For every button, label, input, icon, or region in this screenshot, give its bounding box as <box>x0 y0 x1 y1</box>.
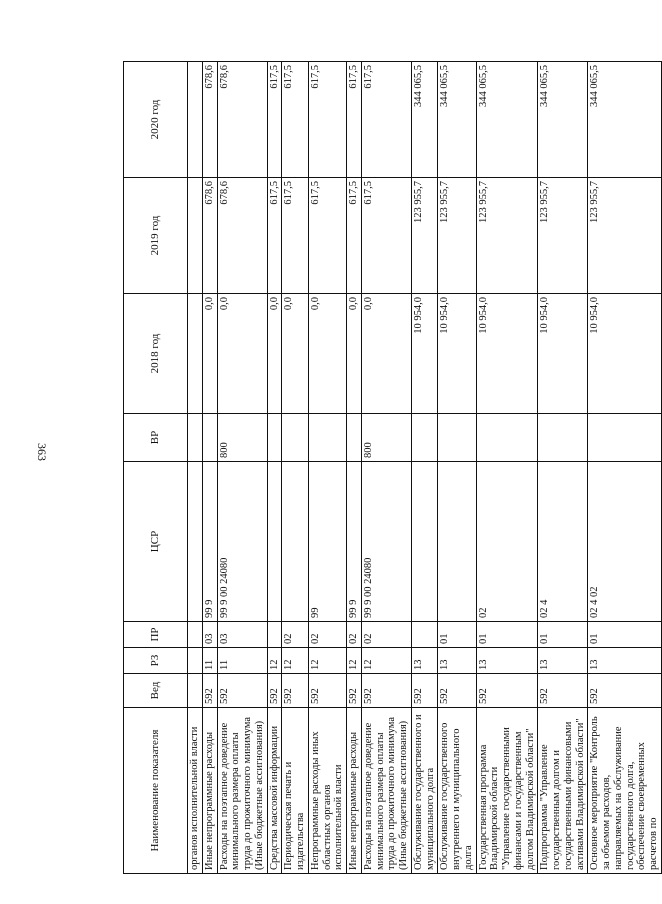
cell-vr <box>347 414 362 462</box>
cell-ved: 592 <box>202 674 217 708</box>
cell-name: органов исполнительной власти <box>188 708 203 874</box>
cell-y2020: 344 065,5 <box>538 62 588 178</box>
cell-rz: 13 <box>476 648 538 674</box>
cell-pr: 01 <box>438 622 476 648</box>
table-row <box>188 62 203 874</box>
cell-ved <box>188 674 203 708</box>
cell-y2019: 678,6 <box>217 178 267 294</box>
cell-pr: 01 <box>476 622 538 648</box>
header-vr: ВР <box>124 414 188 462</box>
cell-name: Расходы на поэтапное доведение минимального размера оплаты труда до прожиточного минимума (Иные бюджетные ассигнования) <box>217 708 267 874</box>
table-row <box>308 62 346 874</box>
cell-y2020: 344 065,5 <box>411 62 438 178</box>
cell-rz: 13 <box>588 648 662 674</box>
cell-pr <box>267 622 282 648</box>
cell-vr <box>588 414 662 462</box>
cell-y2019: 617,5 <box>282 178 309 294</box>
cell-rz: 11 <box>217 648 267 674</box>
cell-csr <box>188 462 203 622</box>
cell-ved: 592 <box>438 674 476 708</box>
cell-name: Подпрограмма "Управление государственным долгом и государственными финансовыми активами Владимирской области" <box>538 708 588 874</box>
table-row <box>538 62 588 874</box>
cell-y2018: 10 954,0 <box>438 294 476 414</box>
cell-y2018: 0,0 <box>308 294 346 414</box>
cell-pr: 02 <box>361 622 411 648</box>
cell-ved: 592 <box>217 674 267 708</box>
cell-y2020: 617,5 <box>308 62 346 178</box>
cell-name: Основное мероприятие "Контроль за объемом расходов, направляемых на обслуживание государственного долга, обеспечение своевременных расчетов по <box>588 708 662 874</box>
cell-y2020: 617,5 <box>282 62 309 178</box>
cell-rz: 12 <box>308 648 346 674</box>
cell-rz: 13 <box>411 648 438 674</box>
cell-y2020: 617,5 <box>267 62 282 178</box>
cell-y2019: 617,5 <box>347 178 362 294</box>
header-2018: 2018 год <box>124 294 188 414</box>
cell-name: Расходы на поэтапное доведение минимального размера оплаты труда до прожиточного минимума (Иные бюджетные ассигнования) <box>361 708 411 874</box>
header-2020: 2020 год <box>124 62 188 178</box>
cell-y2020: 617,5 <box>361 62 411 178</box>
cell-name: Средства массовой информации <box>267 708 282 874</box>
table-row <box>588 62 662 874</box>
cell-csr: 02 4 02 <box>588 462 662 622</box>
cell-vr: 800 <box>361 414 411 462</box>
cell-name: Иные непрограммные расходы <box>202 708 217 874</box>
cell-vr <box>308 414 346 462</box>
cell-pr <box>411 622 438 648</box>
header-pr: ПР <box>124 622 188 648</box>
cell-csr <box>438 462 476 622</box>
cell-csr: 99 9 00 24080 <box>361 462 411 622</box>
table-row <box>476 62 538 874</box>
cell-pr: 02 <box>347 622 362 648</box>
cell-pr: 01 <box>538 622 588 648</box>
cell-y2019: 123 955,7 <box>476 178 538 294</box>
cell-ved: 592 <box>361 674 411 708</box>
cell-csr: 99 9 <box>347 462 362 622</box>
cell-rz: 13 <box>538 648 588 674</box>
cell-y2020: 678,6 <box>217 62 267 178</box>
cell-y2019: 123 955,7 <box>411 178 438 294</box>
cell-csr <box>411 462 438 622</box>
cell-vr <box>282 414 309 462</box>
cell-ved: 592 <box>267 674 282 708</box>
cell-y2020: 678,6 <box>202 62 217 178</box>
cell-vr <box>267 414 282 462</box>
cell-ved: 592 <box>411 674 438 708</box>
cell-name: Иные непрограммные расходы <box>347 708 362 874</box>
cell-y2018: 10 954,0 <box>538 294 588 414</box>
cell-csr <box>267 462 282 622</box>
table-header-row <box>124 62 188 874</box>
cell-ved: 592 <box>282 674 309 708</box>
cell-y2020: 344 065,5 <box>476 62 538 178</box>
cell-vr <box>202 414 217 462</box>
cell-rz: 12 <box>267 648 282 674</box>
cell-vr: 800 <box>217 414 267 462</box>
header-csr: ЦСР <box>124 462 188 622</box>
table-row <box>361 62 411 874</box>
cell-name: Обслуживание государственного внутреннего и муниципального долга <box>438 708 476 874</box>
cell-csr: 99 9 <box>202 462 217 622</box>
cell-ved: 592 <box>347 674 362 708</box>
cell-y2019 <box>188 178 203 294</box>
cell-y2018: 10 954,0 <box>588 294 662 414</box>
cell-y2020: 617,5 <box>347 62 362 178</box>
cell-y2018 <box>188 294 203 414</box>
cell-ved: 592 <box>538 674 588 708</box>
cell-vr <box>538 414 588 462</box>
cell-rz <box>188 648 203 674</box>
cell-rz: 13 <box>438 648 476 674</box>
table-row <box>411 62 438 874</box>
cell-name: Непрограммные расходы иных областных органов исполнительной власти <box>308 708 346 874</box>
cell-vr <box>411 414 438 462</box>
cell-y2018: 10 954,0 <box>411 294 438 414</box>
cell-rz: 11 <box>202 648 217 674</box>
cell-name: Периодическая печать и издательства <box>282 708 309 874</box>
cell-csr <box>282 462 309 622</box>
table-row <box>217 62 267 874</box>
cell-y2018: 0,0 <box>217 294 267 414</box>
cell-vr <box>188 414 203 462</box>
cell-ved: 592 <box>476 674 538 708</box>
cell-y2020: 344 065,5 <box>588 62 662 178</box>
cell-csr: 99 <box>308 462 346 622</box>
cell-name: Обслуживание государственного и муниципального долга <box>411 708 438 874</box>
page-number: 363 <box>35 443 49 461</box>
cell-y2018: 0,0 <box>267 294 282 414</box>
header-name: Наименование показателя <box>124 708 188 874</box>
cell-y2018: 0,0 <box>361 294 411 414</box>
cell-y2019: 617,5 <box>361 178 411 294</box>
budget-table-container <box>123 62 659 874</box>
cell-rz: 12 <box>347 648 362 674</box>
cell-pr: 02 <box>282 622 309 648</box>
table-row <box>202 62 217 874</box>
cell-vr <box>476 414 538 462</box>
cell-rz: 12 <box>361 648 411 674</box>
header-2019: 2019 год <box>124 178 188 294</box>
cell-ved: 592 <box>588 674 662 708</box>
cell-pr: 03 <box>217 622 267 648</box>
cell-csr: 02 4 <box>538 462 588 622</box>
cell-pr <box>188 622 203 648</box>
cell-vr <box>438 414 476 462</box>
table-row <box>282 62 309 874</box>
header-ved: Вед <box>124 674 188 708</box>
cell-y2018: 0,0 <box>282 294 309 414</box>
cell-ved: 592 <box>308 674 346 708</box>
cell-y2019: 123 955,7 <box>438 178 476 294</box>
header-rz: РЗ <box>124 648 188 674</box>
cell-pr: 01 <box>588 622 662 648</box>
cell-y2020: 344 065,5 <box>438 62 476 178</box>
cell-y2018: 0,0 <box>202 294 217 414</box>
table-row <box>347 62 362 874</box>
cell-pr: 02 <box>308 622 346 648</box>
cell-pr: 03 <box>202 622 217 648</box>
cell-y2019: 678,6 <box>202 178 217 294</box>
cell-name: Государственная программа Владимирской области "Управление государственными финансами и государственным долгом Владимирской области" <box>476 708 538 874</box>
cell-y2018: 0,0 <box>347 294 362 414</box>
cell-rz: 12 <box>282 648 309 674</box>
budget-table <box>123 61 662 874</box>
cell-y2019: 617,5 <box>267 178 282 294</box>
cell-y2019: 617,5 <box>308 178 346 294</box>
cell-csr: 02 <box>476 462 538 622</box>
cell-y2019: 123 955,7 <box>538 178 588 294</box>
table-row <box>267 62 282 874</box>
cell-y2020 <box>188 62 203 178</box>
cell-y2018: 10 954,0 <box>476 294 538 414</box>
cell-csr: 99 9 00 24080 <box>217 462 267 622</box>
table-row <box>438 62 476 874</box>
cell-y2019: 123 955,7 <box>588 178 662 294</box>
